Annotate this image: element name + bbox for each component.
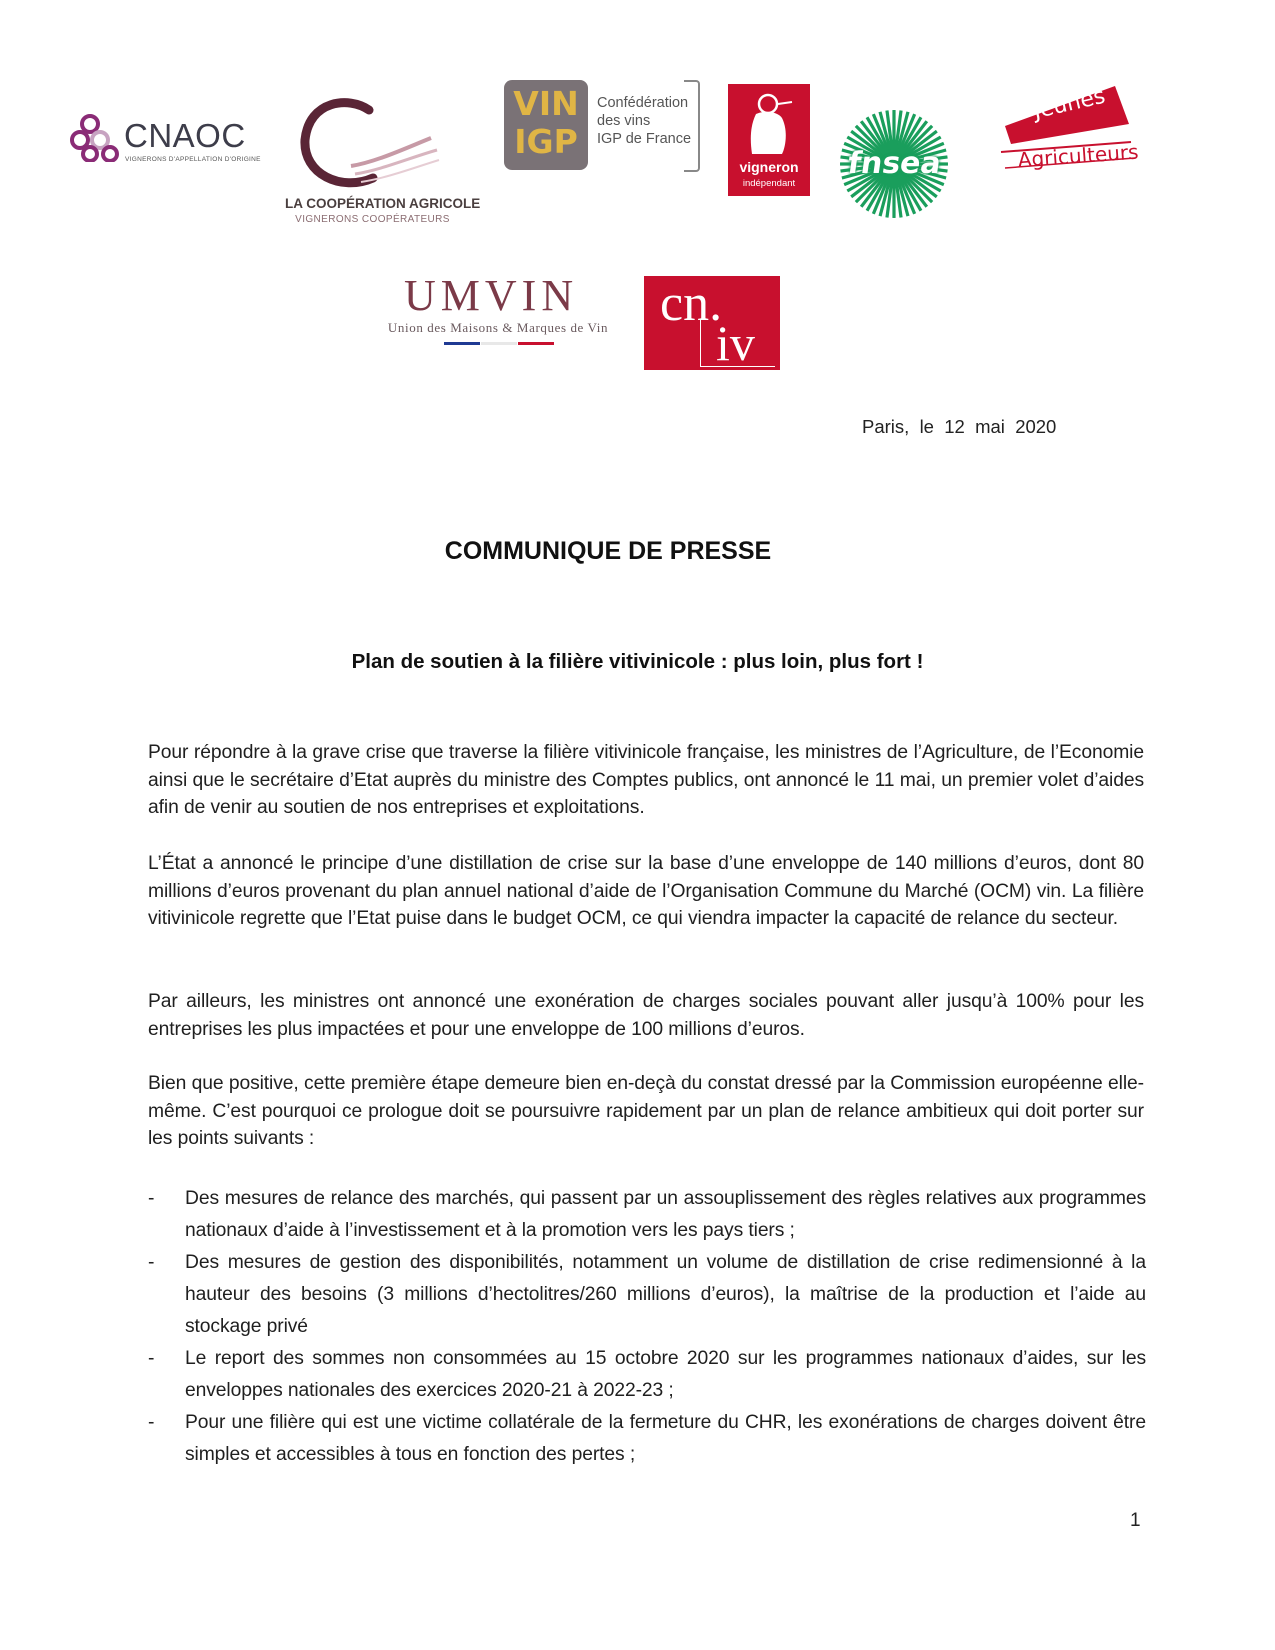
umvin-name: UMVIN xyxy=(404,271,579,320)
jeunes-agriculteurs-logo xyxy=(995,84,1140,184)
cooperation-name: LA COOPÉRATION AGRICOLE xyxy=(285,196,481,211)
list-item-text: Des mesures de gestion des disponibilités, notamment un volume de distillation de crise redimensionné à la hauteur des besoins (3 millions d’hectolitres/260 millions d’euros), la maîtrise de la production et l’aide au stockage privé xyxy=(185,1252,1146,1337)
list-item xyxy=(148,1407,1146,1471)
vigneron-figure-icon xyxy=(742,90,796,156)
cniv-logo xyxy=(644,276,780,370)
umvin-flag-stripe xyxy=(444,342,554,345)
bullet-marker: - xyxy=(148,1252,155,1273)
list-item xyxy=(148,1247,1146,1343)
vin-igp-mark xyxy=(504,80,588,170)
vin-igp-text xyxy=(597,94,691,148)
vigneron-line2: indépendant xyxy=(742,178,796,189)
cnaoc-name: CNAOC xyxy=(124,117,246,154)
document-subtitle: Plan de soutien à la filière vitivinicole : plus loin, plus fort ! xyxy=(351,650,924,673)
list-item xyxy=(148,1343,1146,1407)
list-item-text: Le report des sommes non consommées au 15 octobre 2020 sur les programmes nationaux d’aides, sur les enveloppes nationales des exercices 2020-21 à 2022-23 ; xyxy=(185,1348,1146,1401)
list-item-text: Pour une filière qui est une victime collatérale de la fermeture du CHR, les exonérations de charges doivent être simples et accessibles à tous en fonction des pertes ; xyxy=(185,1412,1146,1465)
cooperation-c-emblem xyxy=(291,96,441,194)
list-item xyxy=(148,1183,1146,1247)
vigneron-independant-logo xyxy=(728,84,810,196)
vin-igp-logo xyxy=(504,80,700,172)
page-number: 1 xyxy=(1130,1510,1141,1531)
paragraph-1: Pour répondre à la grave crise que traverse la filière vitivinicole française, les ministres de l’Agriculture, de l’Economie ainsi que le secrétaire d’Etat auprès du ministre des Comptes publics, ont annoncé le 11 mai, un premier volet d’aides afin de venir au soutien de nos entreprises et exploitations. xyxy=(148,742,1144,818)
vigneron-line1: vigneron xyxy=(739,159,799,175)
cniv-line2: iv xyxy=(716,315,755,371)
bullet-marker: - xyxy=(148,1412,155,1433)
cooperation-agricole-logo xyxy=(285,96,481,230)
vin-igp-text-line1: Confédération xyxy=(597,95,689,111)
cniv-line1: cn. xyxy=(660,275,723,332)
fnsea-logo xyxy=(838,108,950,220)
cooperation-subtitle: VIGNERONS COOPÉRATEURS xyxy=(295,214,450,225)
cnaoc-subtitle: VIGNERONS D'APPELLATION D'ORIGINE xyxy=(125,156,261,163)
vin-igp-text-line3: IGP de France xyxy=(597,131,692,147)
umvin-subtitle: Union des Maisons & Marques de Vin xyxy=(387,320,609,335)
vin-igp-mark-line1: VIN xyxy=(513,84,579,123)
vin-igp-mark-line2: IGP xyxy=(514,122,578,161)
bullet-marker: - xyxy=(148,1348,155,1369)
date-line: Paris, le 12 mai 2020 xyxy=(862,416,1057,437)
list-item-text: Des mesures de relance des marchés, qui passent par un assouplissement des règles relatives aux programmes nationaux d’aide à l’investissement et à la promotion vers les pays tiers ; xyxy=(185,1188,1146,1241)
paragraph-2: L’État a annoncé le principe d’une distillation de crise sur la base d’une enveloppe de 140 millions d’euros, dont 80 millions d’euros provenant du plan annuel national d’aide de l’Organisation Commune du Marché (OCM) vin. La filière vitivinicole regrette que l’Etat puise dans le budget OCM, ce qui viendra impacter la capacité de relance du secteur. xyxy=(148,853,1144,929)
document-title: COMMUNIQUE DE PRESSE xyxy=(444,537,772,565)
paragraph-3: Par ailleurs, les ministres ont annoncé une exonération de charges sociales pouvant aller jusqu’à 100% pour les entreprises les plus impactées et pour une enveloppe de 100 millions d’euros. xyxy=(148,991,1144,1040)
cnaoc-emblem xyxy=(70,112,122,162)
fnsea-name: fnsea xyxy=(845,146,944,181)
bullet-marker: - xyxy=(148,1188,155,1209)
vin-igp-text-line2: des vins xyxy=(597,113,651,129)
vin-igp-bracket xyxy=(684,80,700,172)
umvin-logo xyxy=(376,271,620,356)
ja-line2: Agriculteurs xyxy=(1017,139,1140,172)
bullet-list xyxy=(148,1183,1146,1471)
paragraph-4: Bien que positive, cette première étape demeure bien en-deçà du constat dressé par la Commission européenne elle-même. C’est pourquoi ce prologue doit se poursuivre rapidement par un plan de relance ambitieux qui doit porter sur les points suivants : xyxy=(148,1073,1144,1149)
cnaoc-logo xyxy=(70,108,261,170)
ja-line1: Jeunes xyxy=(1031,83,1108,125)
